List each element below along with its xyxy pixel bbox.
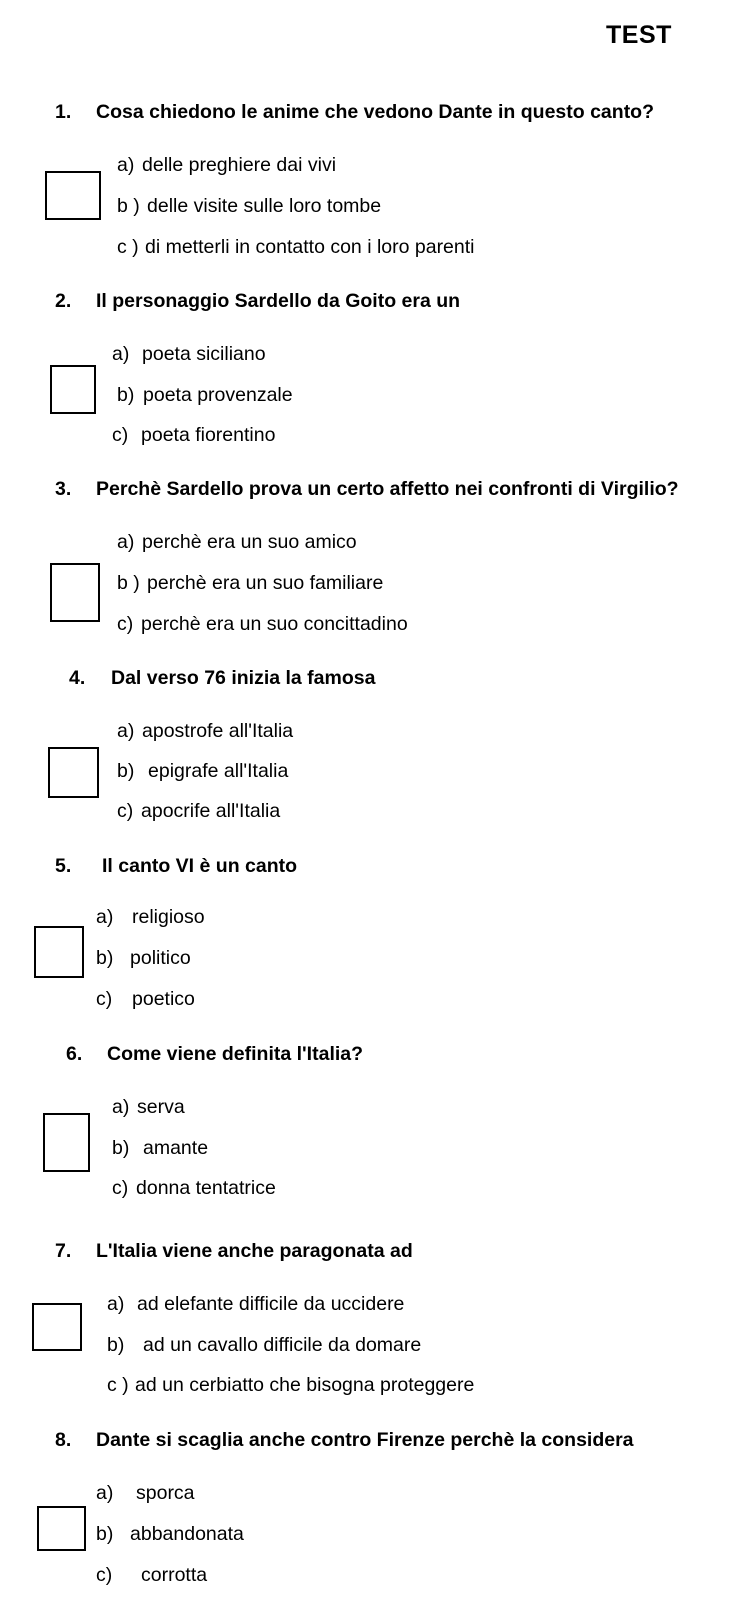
answer-box-2[interactable] [50,365,96,414]
question-number: 8. [55,1429,72,1451]
option-7b [107,1334,421,1357]
question-number: 2. [55,290,72,312]
option-3b [117,572,383,595]
option-2b [117,384,293,407]
option-text: religioso [132,906,205,928]
option-letter: a) [112,343,130,365]
option-letter: c) [96,988,113,1010]
option-4c [117,800,280,823]
option-letter: c) [96,1564,113,1586]
option-letter: b ) [117,195,140,217]
question-4 [69,667,375,690]
option-text: ad un cerbiatto che bisogna proteggere [135,1374,475,1396]
question-8 [55,1429,634,1452]
option-text: ad un cavallo difficile da domare [143,1334,422,1356]
option-6c [112,1177,276,1200]
answer-box-7[interactable] [32,1303,82,1351]
question-1 [55,101,654,124]
option-text: delle visite sulle loro tombe [147,195,382,217]
question-number: 1. [55,101,72,123]
option-text: delle preghiere dai vivi [142,154,337,176]
option-text: perchè era un suo concittadino [141,613,408,635]
question-5 [55,855,297,878]
option-5c [96,988,195,1011]
option-1c [117,236,475,259]
option-6a [112,1096,185,1119]
option-7a [107,1293,404,1316]
option-letter: b) [117,760,135,782]
question-2 [55,290,460,313]
option-5a [96,906,205,929]
option-2a [112,343,266,366]
question-7 [55,1240,413,1263]
question-number: 4. [69,667,86,689]
option-letter: b) [112,1137,130,1159]
answer-box-3[interactable] [50,563,100,622]
option-text: abbandonata [130,1523,244,1545]
question-text: Dal verso 76 inizia la famosa [111,667,376,689]
option-letter: b) [96,947,114,969]
question-text: Cosa chiedono le anime che vedono Dante in questo canto? [96,101,655,123]
question-text: Il personaggio Sardello da Goito era un [96,290,461,312]
answer-box-6[interactable] [43,1113,90,1172]
option-letter: c ) [117,236,139,258]
question-text: Il canto VI è un canto [102,855,298,877]
option-text: poeta siciliano [142,343,266,365]
option-text: poeta provenzale [143,384,293,406]
option-8a [96,1482,195,1505]
question-6 [66,1043,363,1066]
option-letter: c) [112,424,129,446]
option-text: perchè era un suo familiare [147,572,384,594]
option-letter: c) [117,800,134,822]
answer-box-8[interactable] [37,1506,86,1551]
option-text: perchè era un suo amico [142,531,357,553]
option-letter: b) [96,1523,114,1545]
answer-box-4[interactable] [48,747,99,798]
page-title: TEST [606,21,672,49]
option-letter: a) [117,720,135,742]
option-letter: a) [96,1482,114,1504]
option-letter: a) [117,531,135,553]
answer-box-1[interactable] [45,171,101,220]
option-1b [117,195,381,218]
option-1a [117,154,336,177]
option-8c [96,1564,207,1587]
option-letter: c) [112,1177,129,1199]
option-letter: b) [117,384,135,406]
option-3c [117,613,408,636]
option-6b [112,1137,208,1160]
option-letter: c) [117,613,134,635]
option-text: poeta fiorentino [141,424,276,446]
question-text: Perchè Sardello prova un certo affetto nei confronti di Virgilio? [96,478,679,500]
question-number: 6. [66,1043,83,1065]
option-8b [96,1523,244,1546]
question-number: 5. [55,855,72,877]
option-text: apostrofe all'Italia [142,720,294,742]
option-letter: b) [107,1334,125,1356]
option-letter: a) [112,1096,130,1118]
option-5b [96,947,191,970]
option-text: epigrafe all'Italia [148,760,289,782]
option-text: di metterli in contatto con i loro parenti [145,236,475,258]
option-4b [117,760,288,783]
option-letter: a) [96,906,114,928]
option-text: apocrife all'Italia [141,800,281,822]
answer-box-5[interactable] [34,926,84,978]
option-text: ad elefante difficile da uccidere [137,1293,405,1315]
option-text: serva [137,1096,185,1118]
option-2c [112,424,275,447]
option-letter: a) [107,1293,125,1315]
question-text: Dante si scaglia anche contro Firenze perchè la considera [96,1429,634,1451]
option-text: amante [143,1137,209,1159]
question-3 [55,478,679,501]
option-3a [117,531,357,554]
option-text: donna tentatrice [136,1177,276,1199]
option-letter: a) [117,154,135,176]
option-7c [107,1374,474,1397]
question-number: 3. [55,478,72,500]
option-letter: b ) [117,572,140,594]
option-text: politico [130,947,191,969]
option-text: poetico [132,988,195,1010]
question-number: 7. [55,1240,72,1262]
option-letter: c ) [107,1374,129,1396]
option-4a [117,720,293,743]
option-text: corrotta [141,1564,208,1586]
question-text: Come viene definita l'Italia? [107,1043,364,1065]
option-text: sporca [136,1482,195,1504]
question-text: L'Italia viene anche paragonata ad [96,1240,413,1262]
